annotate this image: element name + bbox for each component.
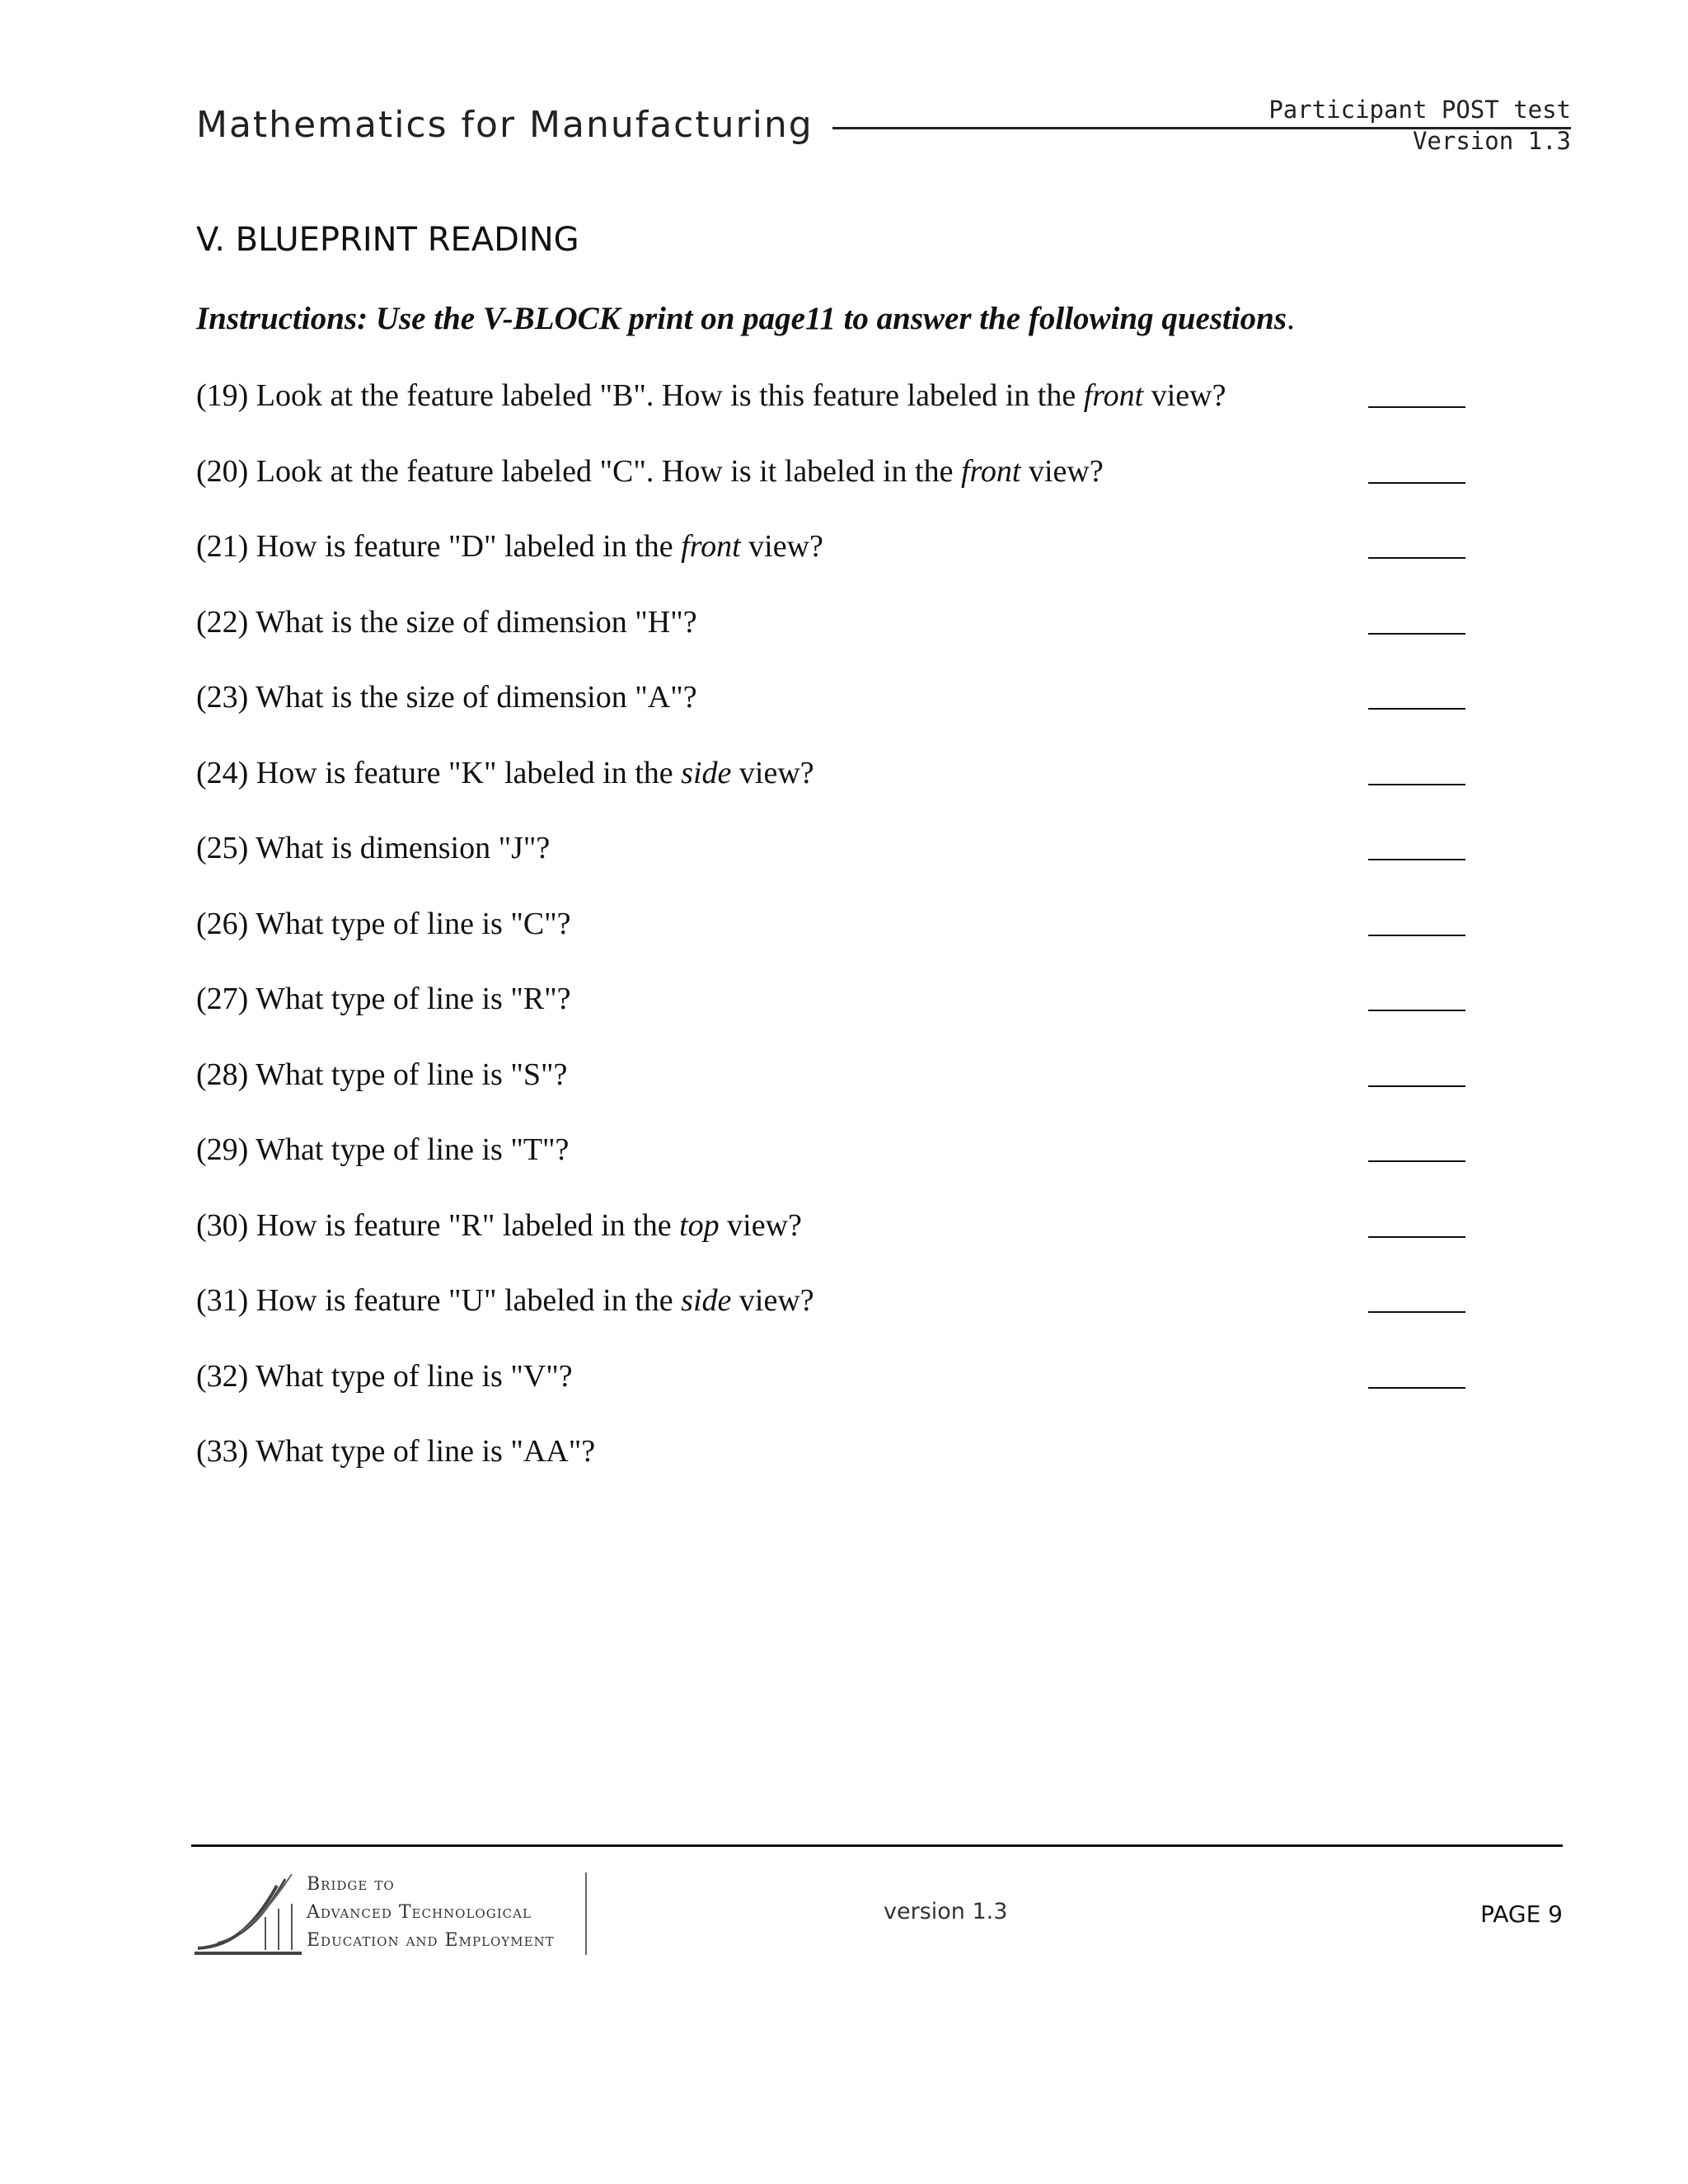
question-text: (22) What is the size of dimension "H"? <box>196 604 697 640</box>
question-25 <box>196 827 1482 903</box>
question-27 <box>196 978 1482 1054</box>
logo-line-1: Bridge to <box>307 1874 395 1895</box>
question-21 <box>196 526 1482 602</box>
answer-blank[interactable] <box>1368 1387 1465 1389</box>
answer-blank[interactable] <box>1368 633 1465 635</box>
question-text: (21) How is feature "D" labeled in the <box>196 529 682 564</box>
bridge-logo <box>193 1868 588 1958</box>
header-test-label: Participant POST test <box>1268 96 1571 124</box>
question-emphasis: side <box>681 1283 732 1318</box>
question-26 <box>196 903 1482 979</box>
question-emphasis: side <box>681 755 732 790</box>
question-text: (30) How is feature "R" labeled in the <box>196 1207 680 1243</box>
answer-blank[interactable] <box>1368 708 1465 710</box>
question-23 <box>196 677 1482 752</box>
question-list <box>196 375 1482 1507</box>
question-text: (24) How is feature "K" labeled in the <box>196 755 682 790</box>
question-31 <box>196 1280 1482 1356</box>
footer-rule <box>191 1844 1563 1847</box>
question-text-end: view? <box>731 755 814 790</box>
question-text-end: view? <box>1143 378 1226 413</box>
question-text: (33) What type of line is "AA"? <box>196 1434 596 1469</box>
question-20 <box>196 451 1482 527</box>
answer-blank[interactable] <box>1368 1085 1465 1087</box>
logo-text <box>307 1871 555 1955</box>
question-text: (25) What is dimension "J"? <box>196 831 551 865</box>
question-emphasis: front <box>1083 378 1144 413</box>
question-text: (26) What type of line is "C"? <box>196 906 571 941</box>
section-title: V. BLUEPRINT READING <box>196 221 579 259</box>
logo-line-2: Advanced Technological <box>307 1902 532 1923</box>
question-text: (31) How is feature "U" labeled in the <box>196 1283 682 1318</box>
question-text: (32) What type of line is "V"? <box>196 1358 573 1394</box>
footer-version: version 1.3 <box>884 1899 1008 1924</box>
header-meta <box>1268 94 1571 157</box>
question-text: (23) What is the size of dimension "A"? <box>196 680 697 715</box>
logo-divider <box>585 1872 587 1955</box>
answer-blank[interactable] <box>1368 1311 1465 1313</box>
logo-line-3: Education and Employment <box>307 1930 555 1951</box>
question-33 <box>196 1431 1482 1507</box>
document-title: Mathematics for Manufacturing <box>196 104 814 146</box>
question-text: (20) Look at the feature labeled "C". How is it labeled in the <box>196 453 961 489</box>
question-text-end: view? <box>1020 453 1104 489</box>
answer-blank[interactable] <box>1368 1236 1465 1238</box>
question-text: (27) What type of line is "R"? <box>196 982 571 1016</box>
question-text: (19) Look at the feature labeled "B". How is this feature labeled in the <box>196 378 1084 413</box>
answer-blank[interactable] <box>1368 406 1465 408</box>
question-29 <box>196 1129 1482 1205</box>
question-text-end: view? <box>740 529 823 564</box>
question-emphasis: front <box>960 453 1021 489</box>
question-text: (28) What type of line is "S"? <box>196 1057 568 1092</box>
answer-blank[interactable] <box>1368 859 1465 860</box>
question-30 <box>196 1205 1482 1281</box>
page-number: PAGE 9 <box>1480 1900 1563 1928</box>
question-text-end: view? <box>731 1283 814 1318</box>
question-32 <box>196 1356 1482 1432</box>
answer-blank[interactable] <box>1368 1160 1465 1162</box>
instructions-text: Instructions: Use the V-BLOCK print on page11 to answer the following questions <box>196 301 1287 336</box>
question-28 <box>196 1054 1482 1130</box>
question-emphasis: top <box>679 1207 720 1243</box>
answer-blank[interactable] <box>1368 784 1465 785</box>
question-text-end: view? <box>719 1207 802 1243</box>
answer-blank[interactable] <box>1368 1010 1465 1011</box>
question-22 <box>196 602 1482 677</box>
answer-blank[interactable] <box>1368 557 1465 559</box>
question-24 <box>196 752 1482 828</box>
bridge-arch-icon <box>193 1868 302 1958</box>
question-emphasis: front <box>681 529 741 564</box>
question-text: (29) What type of line is "T"? <box>196 1132 570 1167</box>
instructions-period: . <box>1287 301 1295 336</box>
question-19 <box>196 375 1482 451</box>
answer-blank[interactable] <box>1368 935 1465 936</box>
header-version: Version 1.3 <box>1412 127 1571 155</box>
instructions <box>196 300 1295 337</box>
answer-blank[interactable] <box>1368 482 1465 484</box>
